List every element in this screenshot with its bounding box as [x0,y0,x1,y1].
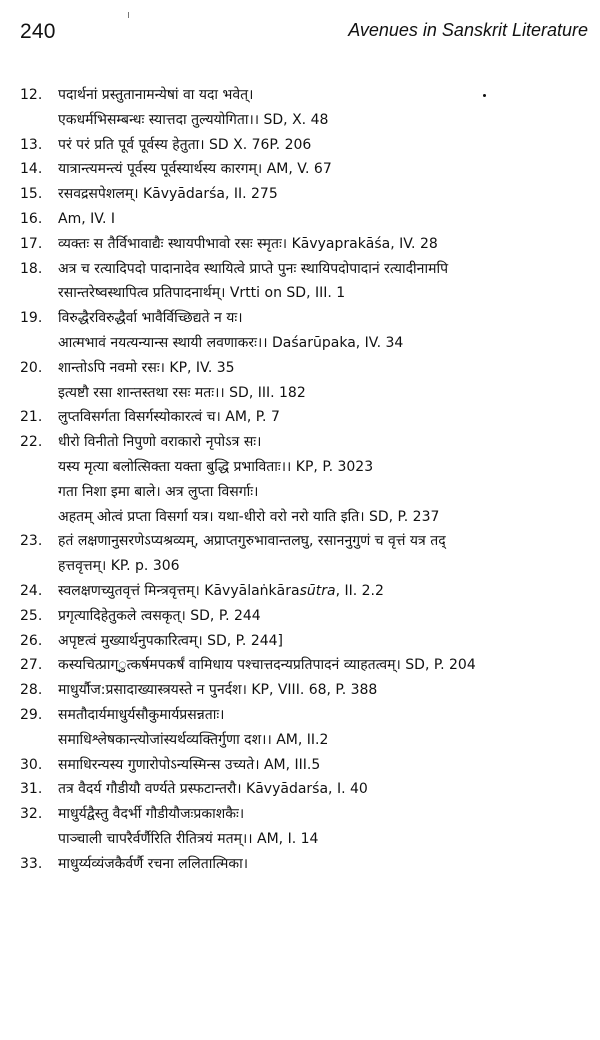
endnote-line [20,330,590,355]
endnote-line [20,355,590,380]
endnote [20,702,590,752]
endnote-text: रसवद्रसपेशलम्। Kāvyādarśa, II. 275 [58,186,278,203]
endnote-number: 15. [20,186,43,203]
endnote-line [20,181,590,206]
endnote [20,677,590,702]
endnote-line [20,851,590,876]
endnote [20,652,590,677]
endnote [20,752,590,777]
endnote [20,851,590,876]
endnote-line [20,479,590,504]
endnote [20,355,590,405]
endnote [20,429,590,528]
endnote-number: 26. [20,632,43,649]
endnote [20,776,590,801]
endnote-number: 25. [20,607,43,624]
endnote [20,603,590,628]
running-head: Avenues in Sanskrit Literature [348,20,588,40]
endnote-text: अहतम् ओत्वं प्रप्ता विसर्गा यत्र। यथा-धीरो वरो नरो याति इति। SD, P. 237 [58,508,440,525]
endnote-number: 27. [20,657,43,674]
endnote-line [20,256,590,281]
endnotes-list [20,82,590,876]
endnote-text: धीरो विनीतो निपुणो वराकारो नृपोऽत्र सः। [58,434,262,451]
endnote-line [20,677,590,702]
endnote-line [20,702,590,727]
endnote-line [20,528,590,553]
endnote-number: 16. [20,210,43,227]
endnote-line [20,280,590,305]
endnote-text: माधुर्य्यव्यंजकैर्वर्णै रचना ललितात्मिका। [58,855,249,872]
endnote-text: समतौदार्यमाधुर्यसौकुमार्यप्रसन्नताः। [58,706,225,723]
endnote-text: कस्यचित्प्राग्ुत्कर्षमपकर्षं वामिधाय पश्चात्तदन्यप्रतिपादनं व्याहतत्वम्। SD, P. 204 [58,657,476,674]
endnote [20,156,590,181]
endnote-text: हत्तवृत्तम्। KP. p. 306 [58,558,180,575]
endnote [20,578,590,603]
endnote-text: एकधर्मभिसम्बन्धः स्यात्तदा तुल्ययोगिता।। SD, X. 48 [58,111,329,128]
endnote-line [20,231,590,256]
endnote-line [20,82,590,107]
endnote-text: आत्मभावं नयत्यन्यान्स स्थायी लवणाकरः।। Daśarūpaka, IV. 34 [58,334,404,351]
endnote-text: अत्र च रत्यादिपदो पादानादेव स्थायित्वे प्राप्ते पुनः स्थायिपदोपादानं रत्यादीनामपि [58,260,449,277]
endnote [20,256,590,306]
endnote-text: रसान्तरेष्वस्थापित्व प्रतिपादनार्थम्। Vrtti on SD, III. 1 [58,285,346,302]
endnote-text: पदार्थनां प्रस्तुतानामन्येषां वा यदा भवेत्। [58,87,254,103]
endnote-line [20,801,590,826]
endnote-text: Am, IV. I [58,210,116,227]
endnote-number: 14. [20,161,43,178]
endnote-number: 12. [20,87,43,103]
endnote-line [20,156,590,181]
endnote-text: पाञ्चाली चापरैर्वर्णैरिति रीतित्रयं मतम्।। AM, I. 14 [58,830,319,847]
endnote-number: 17. [20,235,43,252]
endnote-number: 13. [20,136,43,153]
endnote-text: हतं लक्षणानुसरणेऽप्यश्रव्यम्, अप्राप्तगुरुभावान्तलघु, रसाननुगुणं च वृत्तं यत्र तद् [58,533,446,550]
endnote-number: 20. [20,359,43,376]
endnote-text: यस्य मृत्या बलोत्सिक्ता यक्ता बुद्धि प्रभाविताः।। KP, P. 3023 [58,458,374,475]
italic-segment: sūtra [299,582,336,599]
endnote [20,528,590,578]
endnote-number: 24. [20,582,43,599]
endnote-text: व्यक्तः स तैर्विभावाद्यैः स्थायपीभावो रसः स्मृतः। Kāvyaprakāśa, IV. 28 [58,235,438,252]
endnote-text: शान्तोऽपि नवमो रसः। KP, IV. 35 [58,359,235,376]
endnote-line [20,454,590,479]
endnote [20,132,590,157]
endnote-text: लुप्तविसर्गता विसर्गस्योकारत्वं च। AM, P. 7 [58,409,280,426]
endnote-line [20,206,590,231]
endnote [20,801,590,851]
endnote-text: माधुर्यौज:प्रसादाख्यास्त्रयस्ते न पुनर्दश। KP, VIII. 68, P. 388 [58,682,378,699]
endnote-text: अपृष्टत्वं मुख्यार्थनुपकारित्वम्। SD, P. 244] [58,632,284,649]
endnote-line [20,826,590,851]
endnote-number: 30. [20,756,43,773]
endnote-line [20,776,590,801]
endnote-number: 32. [20,806,43,823]
page-number: 240 [20,20,56,43]
endnote [20,231,590,256]
endnote-text: माधुर्यद्वैस्तु वैदर्भी गौडीयौजःप्रकाशकैः। [58,806,245,823]
endnote [20,628,590,653]
endnote [20,181,590,206]
endnote-line [20,305,590,330]
scan-mark [128,12,129,18]
endnote-text: यात्रान्त्यमन्त्यं पूर्वस्य पूर्वस्यार्थस्य कारगम्। AM, V. 67 [58,161,332,178]
endnote-line [20,727,590,752]
endnote-line [20,628,590,653]
endnote-line [20,404,590,429]
endnote-line [20,429,590,454]
endnote-text: समाधिरन्यस्य गुणारोपोऽन्यस्मिन्स उच्यते। AM, III.5 [58,756,321,773]
endnote-number: 18. [20,260,43,277]
endnote-line [20,380,590,405]
endnote-line [20,752,590,777]
endnote-line [20,652,590,677]
endnote-text: प्रगृत्यादिहेतुकले त्वसकृत्। SD, P. 244 [58,607,261,624]
endnote-line [20,132,590,157]
endnote-number: 19. [20,310,43,327]
endnote [20,404,590,429]
endnote-text: समाधिश्लेषकान्त्योजांस्यर्थव्यक्तिर्गुणा दश।। AM, II.2 [58,731,329,748]
endnote-text: विरुद्धैरविरुद्धैर्वा भावैर्विच्छिद्यते न यः। [58,310,243,327]
endnote [20,206,590,231]
endnote-number: 33. [20,855,43,872]
endnote-text: तत्र वैदर्य गौडीयौ वर्ण्यते प्रस्फटान्तरौ। Kāvyādarśa, I. 40 [58,781,368,798]
endnote [20,82,590,132]
endnote-number: 28. [20,682,43,699]
endnote-text: स्वलक्षणच्युतवृत्तं मिन्त्रवृत्तम्। Kāvyālaṅkārasūtra, II. 2.2 [58,582,384,599]
endnote-text: इत्यष्टौ रसा शान्तस्तथा रसः मतः।। SD, III. 182 [58,384,306,401]
endnote-line [20,504,590,529]
endnote-number: 31. [20,781,43,798]
endnote-text: गता निशा इमा बाले। अत्र लुप्ता विसर्गाः। [58,483,259,500]
endnote [20,305,590,355]
endnote-number: 29. [20,706,43,723]
endnote-line [20,553,590,578]
endnote-number: 23. [20,533,43,550]
endnote-text: परं परं प्रति पूर्व पूर्वस्य हेतुता। SD X. 76P. 206 [58,136,312,153]
endnote-line [20,578,590,603]
endnote-number: 22. [20,434,43,451]
endnote-line [20,603,590,628]
endnote-number: 21. [20,409,43,426]
endnote-line [20,107,590,132]
